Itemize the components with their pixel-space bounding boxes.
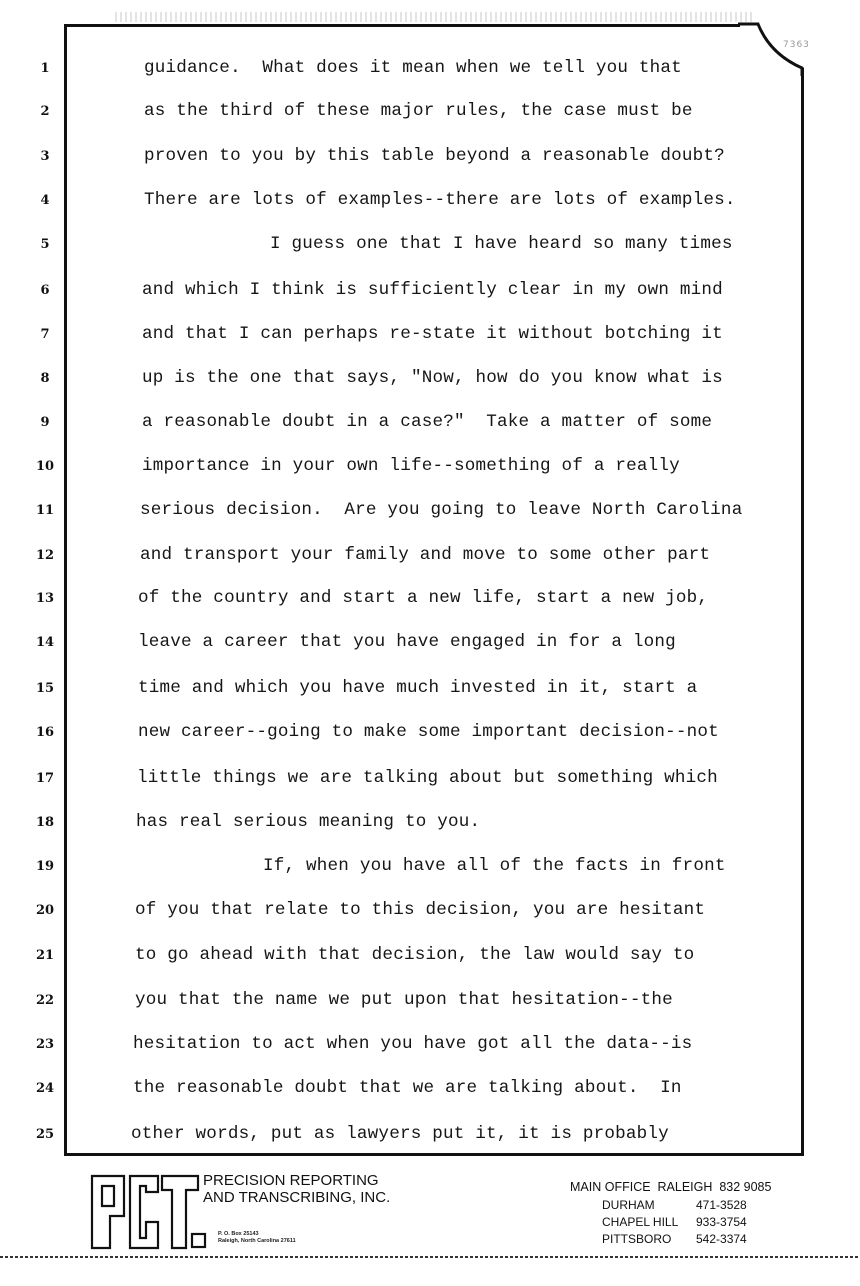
line-number: 22 xyxy=(35,993,55,1008)
line-number: 19 xyxy=(35,859,55,874)
transcript-line: and that I can perhaps re-state it without botching it xyxy=(142,324,723,344)
line-number: 20 xyxy=(35,903,55,918)
transcript-line: up is the one that says, "Now, how do you know what is xyxy=(142,368,723,388)
line-number: 16 xyxy=(35,725,55,740)
company-name-line1: PRECISION REPORTING xyxy=(203,1172,379,1189)
line-number: 12 xyxy=(35,548,55,563)
transcript-line: to go ahead with that decision, the law would say to xyxy=(135,945,695,965)
office-phone: 542-3374 xyxy=(696,1232,747,1246)
scan-noise xyxy=(115,12,755,22)
office-city: DURHAM xyxy=(602,1198,655,1212)
transcript-line: little things we are talking about but something which xyxy=(137,768,718,788)
transcript-line: If, when you have all of the facts in front xyxy=(263,856,726,876)
line-number: 17 xyxy=(35,771,55,786)
office-phone: 933-3754 xyxy=(696,1215,747,1229)
transcript-line: time and which you have much invested in it, start a xyxy=(138,678,698,698)
transcript-line: and transport your family and move to some other part xyxy=(140,545,711,565)
main-office: MAIN OFFICE RALEIGH 832 9085 xyxy=(570,1180,772,1194)
transcript-line: serious decision. Are you going to leave North Carolina xyxy=(140,500,743,520)
transcript-line: has real serious meaning to you. xyxy=(136,812,481,832)
address-line1: P. O. Box 25143 xyxy=(218,1231,259,1237)
office-phone: 471-3528 xyxy=(696,1198,747,1212)
transcript-line: I guess one that I have heard so many times xyxy=(270,234,733,254)
transcript-line: hesitation to act when you have got all the data--is xyxy=(133,1034,693,1054)
line-number: 1 xyxy=(40,61,50,76)
line-number: 2 xyxy=(40,104,50,119)
transcript-line: There are lots of examples--there are lots of examples. xyxy=(144,190,736,210)
transcript-line: the reasonable doubt that we are talking about. In xyxy=(133,1078,682,1098)
line-number: 23 xyxy=(35,1037,55,1052)
transcript-line: as the third of these major rules, the case must be xyxy=(144,101,693,121)
office-city: PITTSBORO xyxy=(602,1232,672,1246)
line-number: 18 xyxy=(35,815,55,830)
line-number: 8 xyxy=(40,371,50,386)
address-line2: Raleigh, North Carolina 27611 xyxy=(218,1238,296,1244)
transcript-line: other words, put as lawyers put it, it is probably xyxy=(131,1124,669,1144)
transcript-line: proven to you by this table beyond a reasonable doubt? xyxy=(144,146,725,166)
transcript-line: importance in your own life--something of a really xyxy=(142,456,680,476)
company-name-line2: AND TRANSCRIBING, INC. xyxy=(203,1189,391,1206)
footer-rule xyxy=(0,1256,860,1258)
transcript-line: and which I think is sufficiently clear in my own mind xyxy=(142,280,723,300)
page-border-top xyxy=(64,24,740,27)
page-border-left xyxy=(64,24,67,1156)
line-number: 4 xyxy=(40,193,50,208)
office-row xyxy=(602,1215,747,1229)
line-number: 5 xyxy=(40,237,50,252)
line-number: 24 xyxy=(35,1081,55,1096)
transcript-line: leave a career that you have engaged in for a long xyxy=(138,632,676,652)
office-city: CHAPEL HILL xyxy=(602,1215,679,1229)
office-row xyxy=(602,1198,747,1212)
line-number: 21 xyxy=(35,948,55,963)
company-address xyxy=(218,1231,296,1245)
line-number: 3 xyxy=(40,149,50,164)
transcript-line: a reasonable doubt in a case?" Take a matter of some xyxy=(142,412,713,432)
transcript-line: of the country and start a new life, start a new job, xyxy=(138,588,709,608)
page-stamp-number: 7363 xyxy=(783,40,810,50)
page-border-right xyxy=(801,68,804,1156)
line-number: 7 xyxy=(40,327,50,342)
company-name xyxy=(203,1172,390,1206)
line-number: 6 xyxy=(40,283,50,298)
line-number: 13 xyxy=(35,591,55,606)
transcript-line: new career--going to make some important decision--not xyxy=(138,722,719,742)
line-number: 25 xyxy=(35,1127,55,1142)
line-number: 14 xyxy=(35,635,55,650)
page-border-bottom xyxy=(64,1153,804,1156)
line-number: 15 xyxy=(35,681,55,696)
transcript-line: guidance. What does it mean when we tell you that xyxy=(144,58,682,78)
line-number: 11 xyxy=(35,503,55,518)
line-number: 10 xyxy=(35,459,55,474)
transcript-line: of you that relate to this decision, you are hesitant xyxy=(135,900,706,920)
company-logo xyxy=(88,1172,208,1252)
line-number: 9 xyxy=(40,415,50,430)
transcript-line: you that the name we put upon that hesitation--the xyxy=(135,990,673,1010)
office-row xyxy=(602,1232,747,1246)
